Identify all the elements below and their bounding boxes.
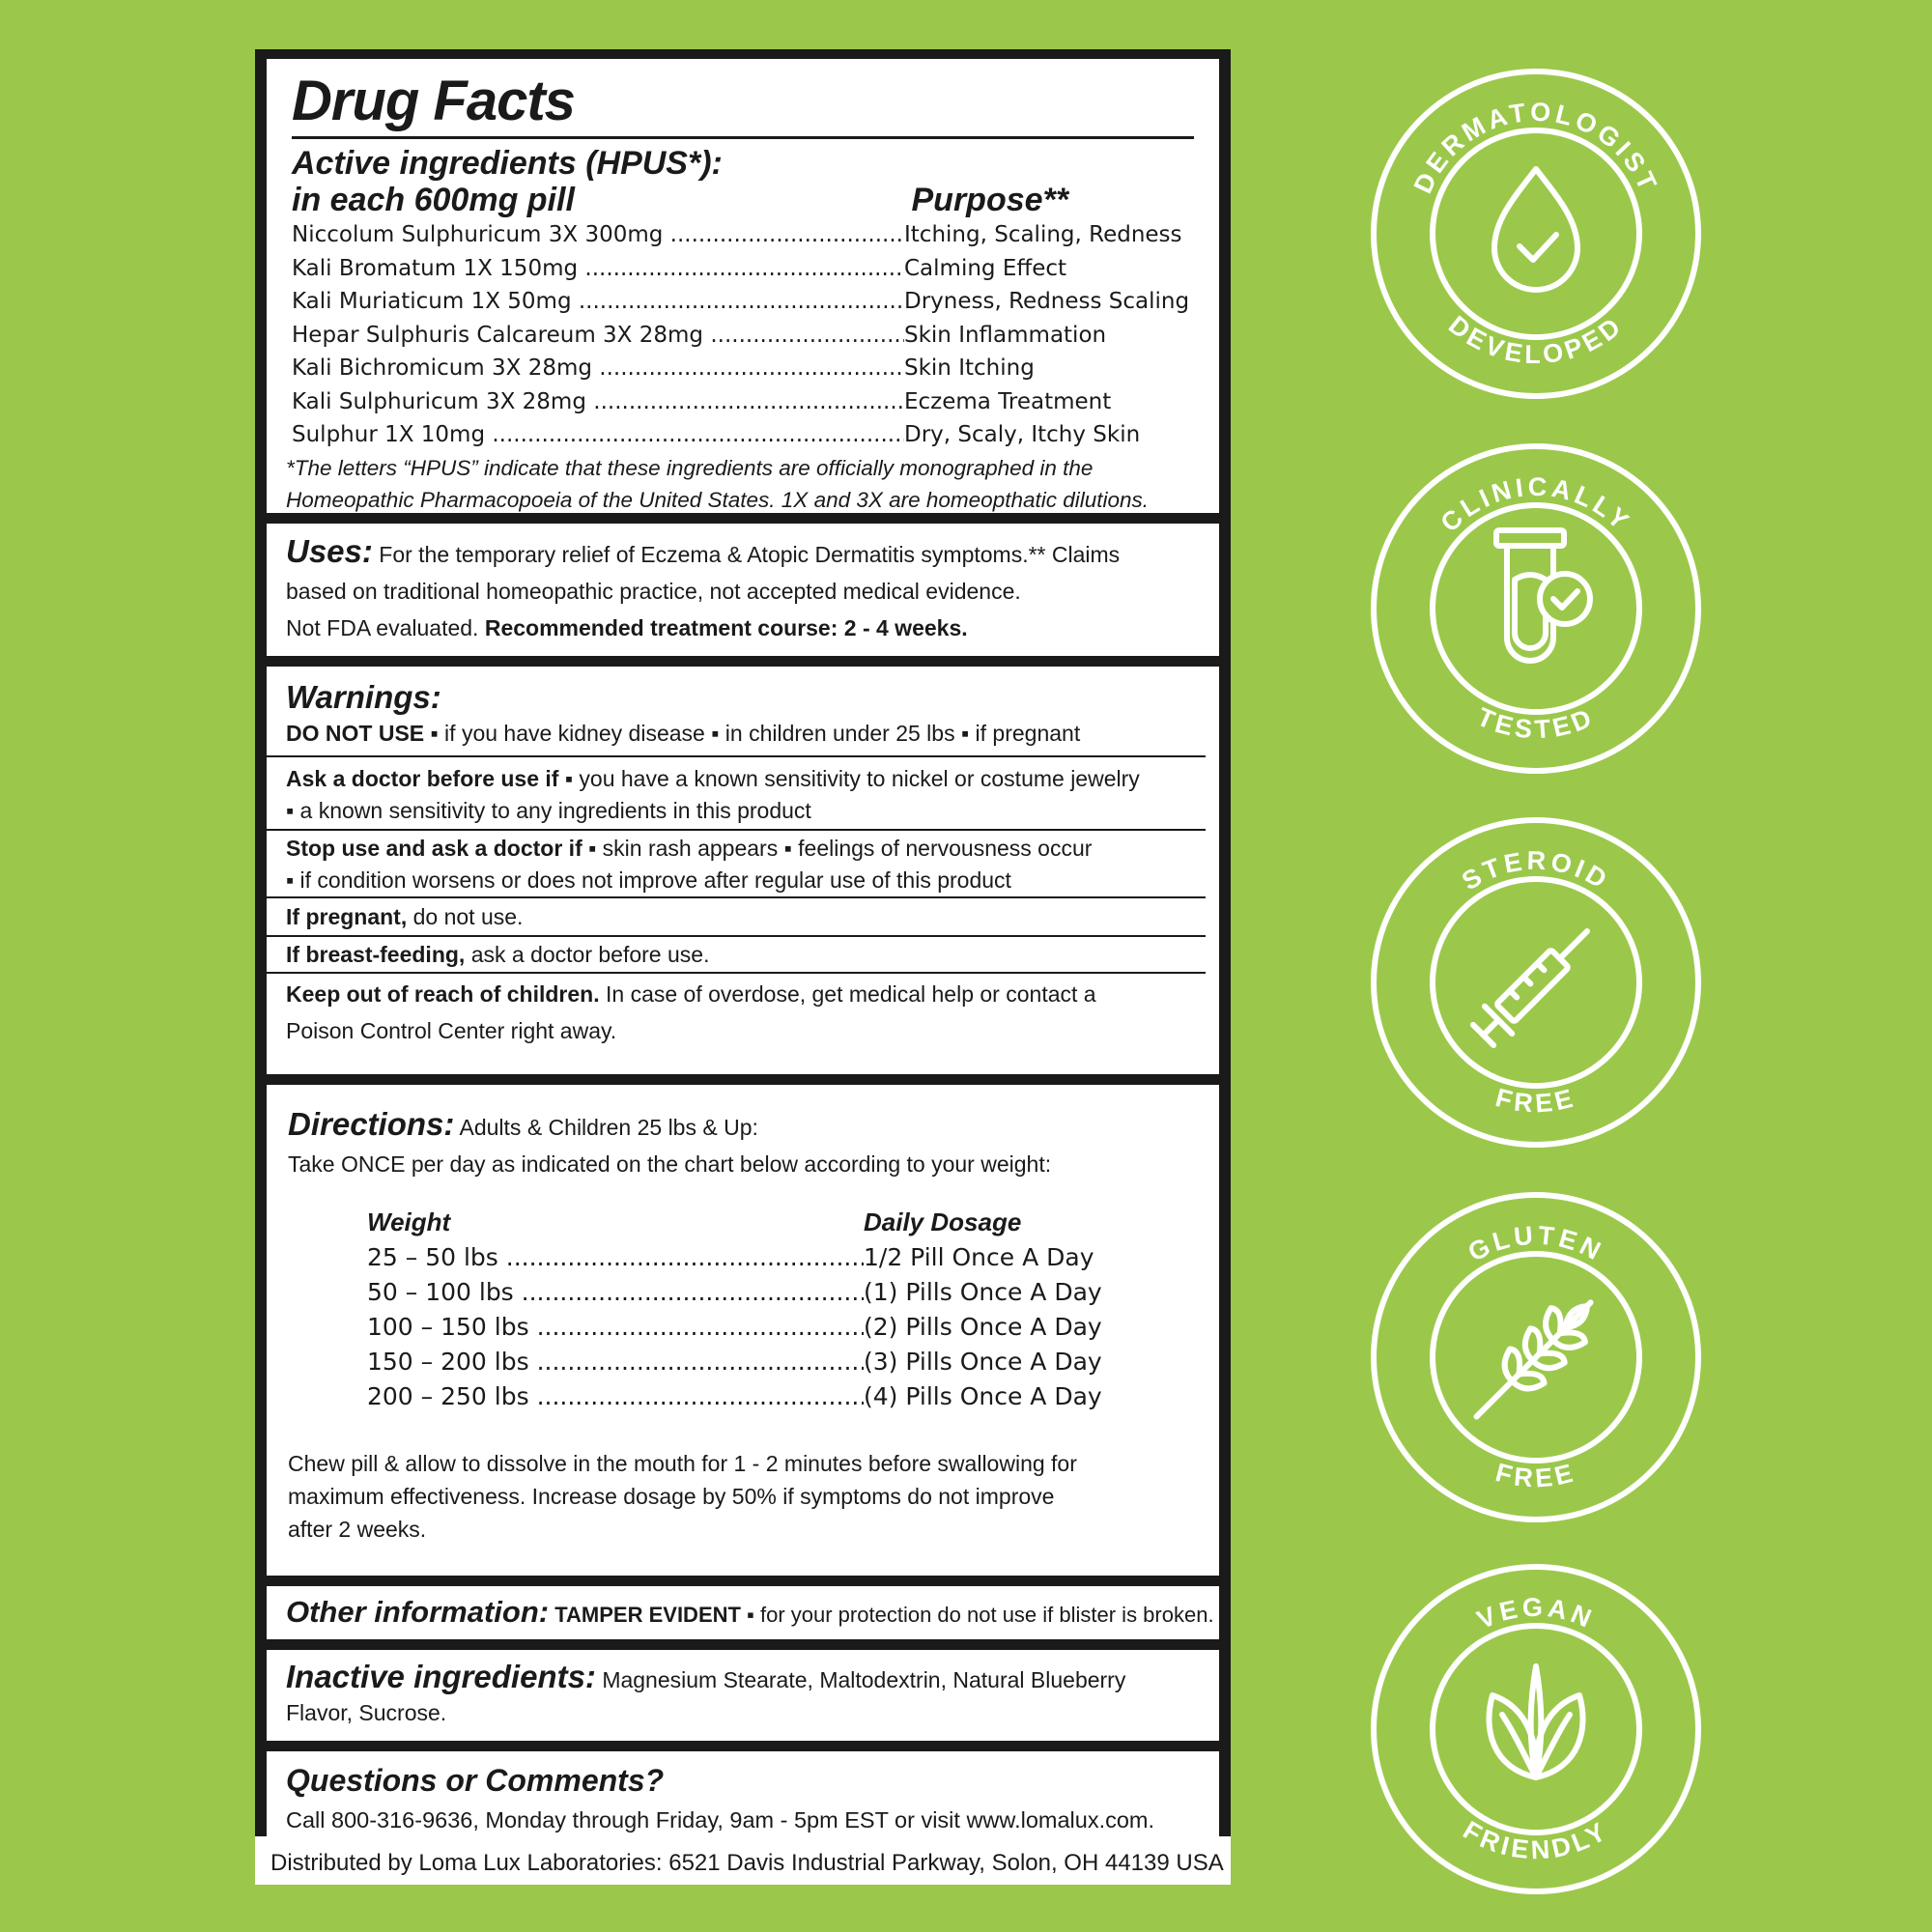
- uses-text-1: For the temporary relief of Eczema & Atopic Dermatitis symptoms.** Claims: [379, 542, 1121, 567]
- dosage-table: [367, 1204, 1204, 1414]
- weight-range: 25 – 50 lbs .....: [367, 1240, 864, 1275]
- badge-bottom-text: DEVELOPED: [1443, 310, 1629, 370]
- weight-range: 50 – 100 lbs .....: [367, 1275, 864, 1310]
- keep-out-label: Keep out of reach of children.: [286, 981, 600, 1007]
- purpose-heading: Purpose**: [911, 182, 1068, 218]
- ingredient-purpose: Dryness, Redness Scaling: [904, 289, 1190, 314]
- leaves-icon: [1489, 1666, 1582, 1777]
- active-subheading-row: [292, 182, 1204, 218]
- ingredient-row: [292, 385, 1204, 419]
- other-information-panel: [267, 1586, 1219, 1639]
- svg-text:GLUTEN: [1463, 1221, 1608, 1267]
- ingredient-purpose: Calming Effect: [904, 255, 1067, 281]
- directions-panel: [267, 1085, 1219, 1576]
- dosage-row: [367, 1240, 1204, 1275]
- ingredient-row: [292, 418, 1204, 452]
- ingredient-name: Kali Muriaticum 1X 50mg .....: [292, 285, 904, 319]
- active-ingredients-heading: Active ingredients (HPUS*):: [292, 145, 723, 182]
- per-pill-subheading: in each 600mg pill: [292, 182, 575, 218]
- daily-dosage: (4) Pills Once A Day: [864, 1382, 1102, 1410]
- do-not-use-line: [286, 717, 1206, 750]
- stop-use-line-1: [286, 833, 1206, 865]
- badge-dermatologist-developed: [1367, 65, 1705, 403]
- svg-text:FRIENDLY: [1459, 1815, 1614, 1864]
- inactive-ingredients-panel: [267, 1650, 1219, 1741]
- directions-heading: Directions:: [288, 1106, 455, 1142]
- daily-dosage: (3) Pills Once A Day: [864, 1348, 1102, 1376]
- ingredient-row: [292, 285, 1204, 319]
- ingredient-purpose: Eczema Treatment: [904, 388, 1112, 414]
- chew-line-1: Chew pill & allow to dissolve in the mouth for 1 - 2 minutes before swallowing for: [288, 1451, 1077, 1476]
- dosage-row: [367, 1379, 1204, 1414]
- badge-top-text: VEGAN: [1472, 1592, 1600, 1635]
- hpus-note-line-1: *The letters “HPUS” indicate that these ingredients are officially monographed in the: [286, 455, 1094, 480]
- directions-line-1: [288, 1106, 1204, 1146]
- dosage-row: [367, 1345, 1204, 1379]
- warnings-do-not-use: [267, 678, 1206, 755]
- other-information-line: [286, 1595, 1214, 1630]
- pregnant-label: If pregnant,: [286, 904, 408, 929]
- svg-text:STEROID: [1457, 846, 1614, 896]
- drug-facts-box: [255, 49, 1231, 1836]
- keep-out-line-1: [286, 976, 1206, 1012]
- hpus-note-line-2: Homeopathic Pharmacopoeia of the United States. 1X and 3X are homeopthatic dilutions.: [286, 487, 1150, 512]
- ingredient-row: [292, 218, 1204, 252]
- badge-bottom-text: TESTED: [1472, 701, 1600, 745]
- uses-fda-note: Not FDA evaluated.: [286, 615, 479, 640]
- chew-instructions: [288, 1447, 1204, 1546]
- badge-top-text: DERMATOLOGIST: [1407, 97, 1664, 198]
- ingredient-name: Niccolum Sulphuricum 3X 300mg .....: [292, 218, 904, 252]
- uses-line-3: [286, 610, 1204, 646]
- inactive-text-1: Magnesium Stearate, Maltodextrin, Natural Blueberry: [602, 1667, 1126, 1692]
- daily-dosage: (1) Pills Once A Day: [864, 1278, 1102, 1306]
- ingredient-name: Kali Bromatum 1X 150mg .....: [292, 252, 904, 286]
- uses-panel: [267, 524, 1219, 656]
- ingredient-purpose: Skin Itching: [904, 355, 1035, 381]
- chew-line-3: after 2 weeks.: [288, 1517, 427, 1542]
- badge-clinically-tested: [1367, 440, 1705, 778]
- keep-out-line-2: Poison Control Center right away.: [286, 1018, 617, 1043]
- drug-facts-label: [255, 49, 1231, 1885]
- dosage-row: [367, 1275, 1204, 1310]
- uses-line-1: [286, 533, 1204, 573]
- pregnant-text: do not use.: [412, 904, 524, 929]
- stop-use-line-2: ▪ if condition worsens or does not improve after regular use of this product: [286, 867, 1011, 893]
- ingredient-purpose: Itching, Scaling, Redness: [904, 222, 1182, 247]
- badge-gluten-free: [1367, 1188, 1705, 1526]
- badge-top-text: STEROID: [1457, 845, 1615, 896]
- warnings-stop-use: [267, 829, 1206, 896]
- syringe-icon: [1469, 918, 1601, 1049]
- questions-contact: Call 800-316-9636, Monday through Friday, 9am - 5pm EST or visit www.lomalux.com.: [286, 1807, 1155, 1833]
- badge-bottom-text: FRIENDLY: [1458, 1815, 1614, 1865]
- drug-facts-title: Drug Facts: [292, 70, 575, 132]
- keep-out-text-1: In case of overdose, get medical help or contact a: [606, 981, 1096, 1007]
- weight-range: 150 – 200 lbs .....: [367, 1345, 864, 1379]
- breast-feeding-text: ask a doctor before use.: [470, 942, 710, 967]
- weight-range: 100 – 150 lbs .....: [367, 1310, 864, 1345]
- wheat-icon: [1460, 1286, 1607, 1434]
- weight-range: 200 – 250 lbs .....: [367, 1379, 864, 1414]
- ingredient-name: Sulphur 1X 10mg .....: [292, 418, 904, 452]
- ingredient-row: [292, 352, 1204, 385]
- stop-use-label: Stop use and ask a doctor if: [286, 836, 582, 861]
- ingredient-name: Kali Bichromicum 3X 28mg .....: [292, 352, 904, 385]
- ask-doctor-label: Ask a doctor before use if: [286, 766, 559, 791]
- questions-panel: [267, 1751, 1219, 1852]
- ingredient-purpose: Dry, Scaly, Itchy Skin: [904, 422, 1141, 447]
- badge-inner-ring: [1433, 130, 1639, 337]
- inactive-line-2: Flavor, Sucrose.: [286, 1700, 447, 1725]
- stop-use-text-1: ▪ skin rash appears ▪ feelings of nervousness occur: [588, 836, 1093, 861]
- warnings-breast-feeding: [267, 935, 1206, 972]
- uses-line-2: based on traditional homeopathic practice, not accepted medical evidence.: [286, 579, 1021, 604]
- other-information-heading: Other information:: [286, 1595, 550, 1629]
- ask-doctor-line-1: [286, 763, 1206, 795]
- uses-heading: Uses:: [286, 533, 373, 569]
- chew-line-2: maximum effectiveness. Increase dosage by 50% if symptoms do not improve: [288, 1484, 1055, 1509]
- badge-vegan-friendly: [1367, 1560, 1705, 1898]
- dosage-table-header: [367, 1204, 1204, 1240]
- directions-line-2: Take ONCE per day as indicated on the chart below according to your weight:: [288, 1151, 1052, 1177]
- warnings-ask-doctor: [267, 755, 1206, 829]
- ingredient-name: Kali Sulphuricum 3X 28mg .....: [292, 385, 904, 419]
- active-ingredients-panel: [267, 59, 1219, 513]
- badge-top-text: CLINICALLY: [1435, 471, 1637, 538]
- warnings-panel: [267, 667, 1219, 1074]
- distributor-line: Distributed by Loma Lux Laboratories: 6521 Davis Industrial Parkway, Solon, OH 44139 USA: [270, 1850, 1224, 1876]
- warnings-pregnant: [267, 896, 1206, 935]
- tamper-text: ▪ for your protection do not use if blister is broken.: [747, 1603, 1214, 1627]
- do-not-use-label: DO NOT USE: [286, 721, 425, 746]
- ingredient-row: [292, 252, 1204, 286]
- ingredient-row: [292, 319, 1204, 353]
- directions-audience: Adults & Children 25 lbs & Up:: [459, 1115, 758, 1140]
- inactive-line-1: [286, 1659, 1204, 1698]
- tamper-evident: TAMPER EVIDENT: [554, 1603, 741, 1627]
- inactive-ingredients-heading: Inactive ingredients:: [286, 1659, 596, 1694]
- svg-text:TESTED: [1473, 702, 1600, 745]
- test-tube-check-icon: [1496, 530, 1590, 661]
- badge-inner-ring: [1433, 879, 1639, 1086]
- ingredient-name: Hepar Sulphuris Calcareum 3X 28mg .....: [292, 319, 904, 353]
- badge-bottom-text: FREE: [1492, 1082, 1579, 1119]
- daily-dosage: 1/2 Pill Once A Day: [864, 1243, 1094, 1271]
- do-not-use-text: ▪ if you have kidney disease ▪ in children under 25 lbs ▪ if pregnant: [430, 721, 1081, 746]
- daily-dosage-header: Daily Dosage: [864, 1208, 1022, 1236]
- treatment-course: Recommended treatment course: 2 - 4 weeks.: [484, 615, 968, 640]
- badge-steroid-free: [1367, 813, 1705, 1151]
- ask-doctor-line-2: ▪ a known sensitivity to any ingredients in this product: [286, 798, 811, 823]
- ask-doctor-text-1: ▪ you have a known sensitivity to nickel or costume jewelry: [564, 766, 1140, 791]
- badge-top-text: GLUTEN: [1463, 1220, 1609, 1267]
- ingredient-purpose: Skin Inflammation: [904, 322, 1107, 348]
- drop-check-icon: [1494, 169, 1577, 290]
- questions-heading: Questions or Comments?: [286, 1763, 665, 1798]
- dosage-row: [367, 1310, 1204, 1345]
- daily-dosage: (2) Pills Once A Day: [864, 1313, 1102, 1341]
- badge-inner-ring: [1433, 1626, 1639, 1833]
- warnings-keep-out-of-reach: [267, 972, 1206, 1049]
- breast-feeding-label: If breast-feeding,: [286, 942, 466, 967]
- badge-inner-ring: [1433, 505, 1639, 712]
- title-rule: [292, 136, 1194, 139]
- badge-bottom-text: FREE: [1492, 1457, 1579, 1493]
- ingredient-list: [292, 218, 1204, 452]
- weight-header: Weight: [367, 1208, 451, 1236]
- warnings-heading: Warnings:: [286, 679, 441, 715]
